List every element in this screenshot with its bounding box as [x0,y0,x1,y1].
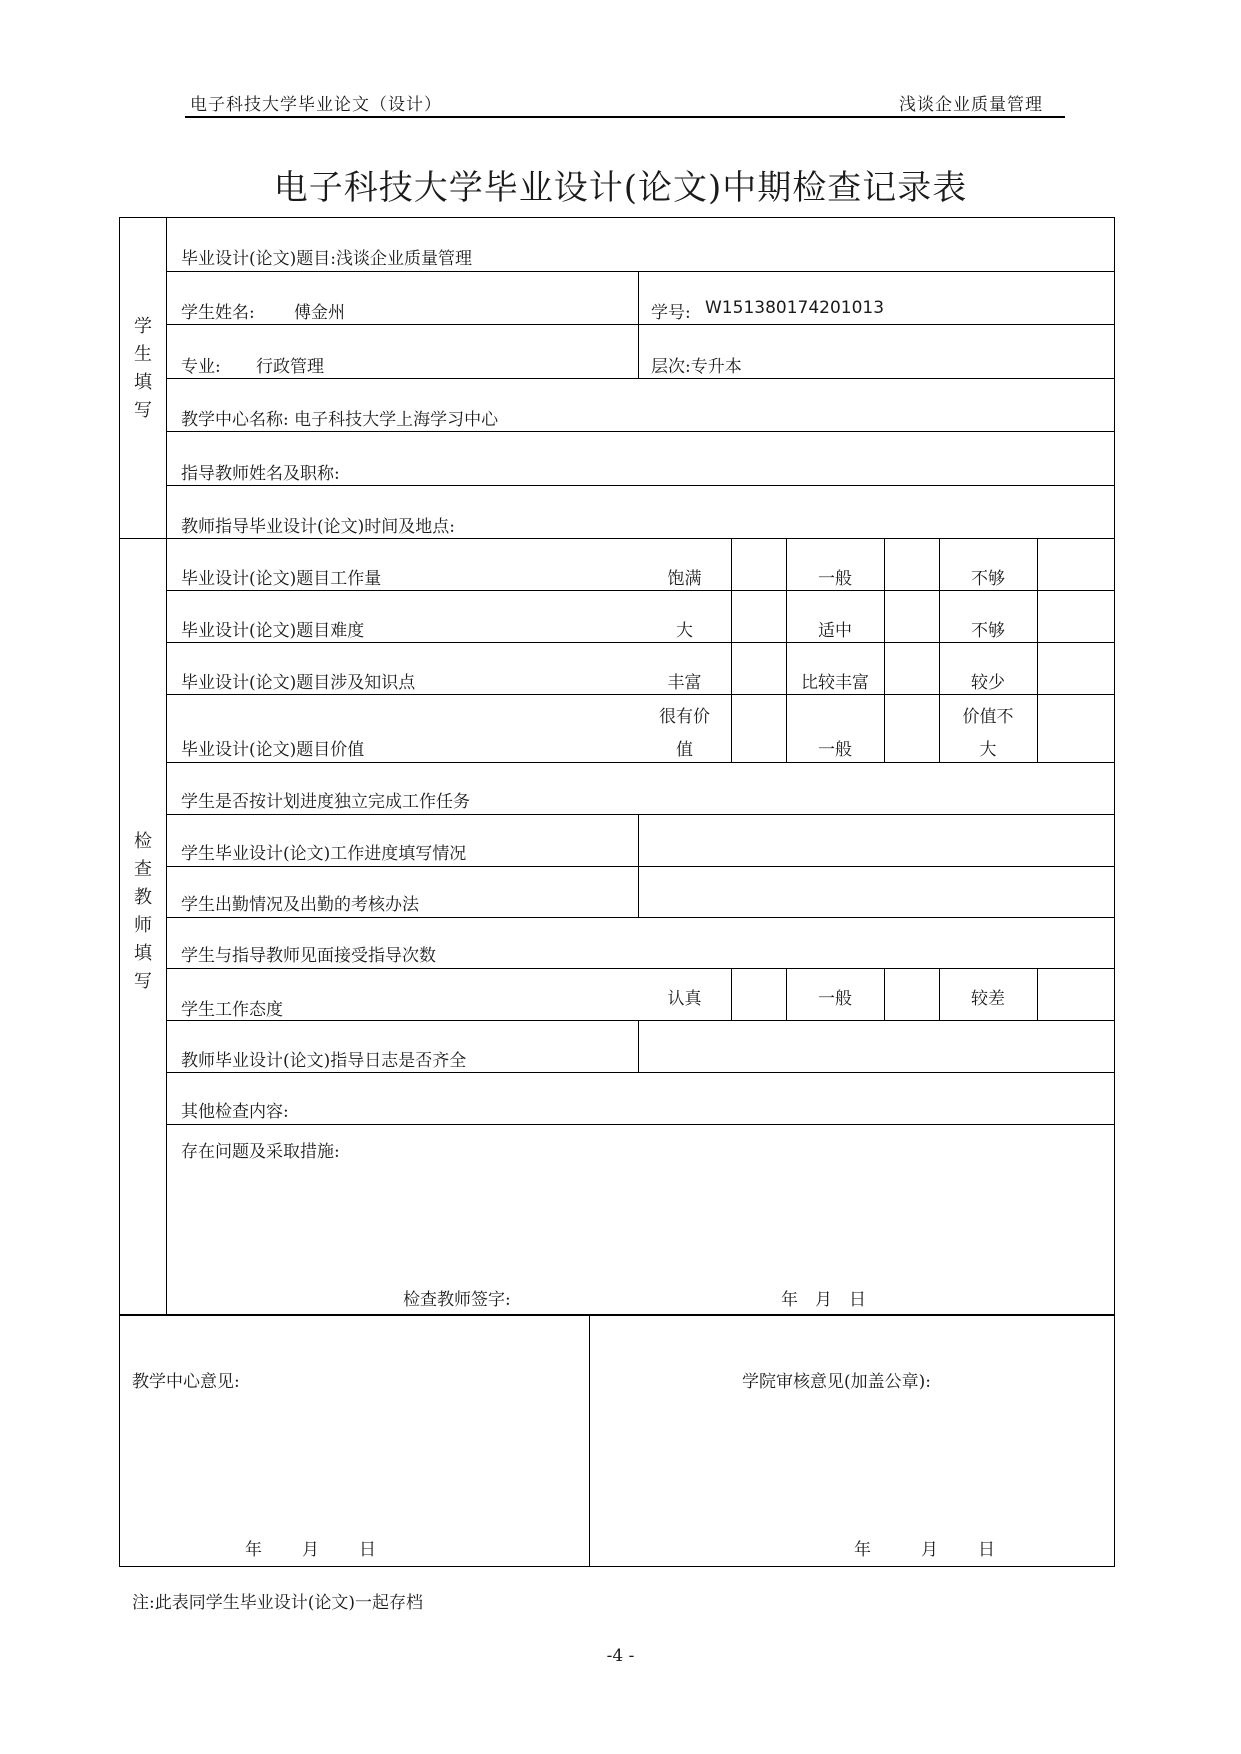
center-month: 月 [302,1540,319,1560]
row-line [166,1124,1115,1125]
opinion-divider [589,1314,590,1567]
progress-fill-field: 学生毕业设计(论文)工作进度填写情况 [181,844,467,864]
header-left: 电子科技大学毕业论文（设计） [190,95,442,115]
college-opinion-label: 学院审核意见(加盖公章): [742,1372,931,1392]
center-year: 年 [245,1540,262,1560]
workload-label: 毕业设计(论文)题目工作量 [181,569,382,589]
other-field: 其他检查内容: [181,1102,289,1122]
center-opinion-label: 教学中心意见: [132,1372,240,1392]
grid-divider [1037,538,1038,762]
knowledge-option-3: 较少 [971,673,1005,693]
grid-divider [1037,968,1038,1020]
workload-option-1: 饱满 [667,569,702,589]
difficulty-option-1: 大 [676,621,693,641]
major-label: 专业: [181,357,221,377]
answer-divider [638,1020,639,1072]
grid-divider [884,538,885,762]
section-line [119,538,1115,539]
column-divider [638,271,639,378]
meetings-field: 学生与指导教师见面接受指导次数 [181,946,436,966]
value-option-1-line2: 值 [676,740,693,760]
row-line [166,814,1115,815]
grid-divider [731,538,732,762]
row-line [166,378,1115,379]
major-value: 行政管理 [256,357,324,377]
row-line [166,431,1115,432]
row-line [166,762,1115,763]
row-line [166,642,1115,643]
college-day: 日 [978,1540,995,1560]
log-field: 教师毕业设计(论文)指导日志是否齐全 [181,1051,467,1071]
workload-option-2: 一般 [818,569,852,589]
advisor-field: 指导教师姓名及职称: [181,464,340,484]
value-label: 毕业设计(论文)题目价值 [181,740,365,760]
value-option-3-line1: 价值不 [962,707,1014,727]
row-line [166,917,1115,918]
row-line [166,694,1115,695]
row-line [166,1072,1115,1073]
row-line [166,866,1115,867]
attitude-option-2: 一般 [818,989,852,1009]
issues-field: 存在问题及采取措施: [181,1142,340,1162]
student-id-value: W151380174201013 [705,298,885,318]
teacher-section-label: 检查教师填写 [134,831,152,992]
workload-option-3: 不够 [971,569,1005,589]
knowledge-option-2: 比较丰富 [801,673,869,693]
answer-divider [638,814,639,918]
row-line [166,1020,1115,1021]
value-option-1-line1: 很有价 [659,707,710,727]
guidance-time-field: 教师指导毕业设计(论文)时间及地点: [181,517,455,537]
row-line [166,324,1115,325]
signature-label: 检查教师签字: [403,1290,511,1310]
signature-date: 年 月 日 [781,1290,866,1310]
student-section-label: 学生填写 [134,316,152,421]
footnote: 注:此表同学生毕业设计(论文)一起存档 [132,1593,423,1613]
label-column-divider [166,217,167,1314]
college-year: 年 [854,1540,871,1560]
row-line [166,271,1115,272]
row-line [166,968,1115,969]
row-line [166,590,1115,591]
progress-plan-field: 学生是否按计划进度独立完成工作任务 [181,792,470,812]
knowledge-label: 毕业设计(论文)题目涉及知识点 [181,673,416,693]
row-line [166,485,1115,486]
page-number: -4 - [606,1646,635,1666]
section-line [119,1314,1115,1316]
grid-divider [884,968,885,1020]
name-label: 学生姓名: [181,303,255,323]
attendance-field: 学生出勤情况及出勤的考核办法 [181,895,419,915]
attitude-label: 学生工作态度 [181,1000,283,1020]
grid-divider [731,968,732,1020]
center-field: 教学中心名称: 电子科技大学上海学习中心 [181,410,499,430]
attitude-option-3: 较差 [971,989,1005,1009]
student-id-label: 学号: [651,303,691,323]
attitude-option-1: 认真 [667,989,702,1009]
page-title: 电子科技大学毕业设计(论文)中期检查记录表 [273,168,968,208]
topic-field: 毕业设计(论文)题目:浅谈企业质量管理 [181,249,472,269]
name-value: 傅金州 [294,303,345,323]
center-day: 日 [359,1540,376,1560]
difficulty-label: 毕业设计(论文)题目难度 [181,621,365,641]
header-rule [185,116,1065,118]
college-month: 月 [921,1540,938,1560]
value-option-3-line2: 大 [979,740,997,760]
level-field: 层次:专升本 [651,357,742,377]
difficulty-option-3: 不够 [971,621,1005,641]
header-right: 浅谈企业质量管理 [899,95,1043,115]
difficulty-option-2: 适中 [818,621,852,641]
knowledge-option-1: 丰富 [667,673,702,693]
value-option-2: 一般 [818,740,852,760]
